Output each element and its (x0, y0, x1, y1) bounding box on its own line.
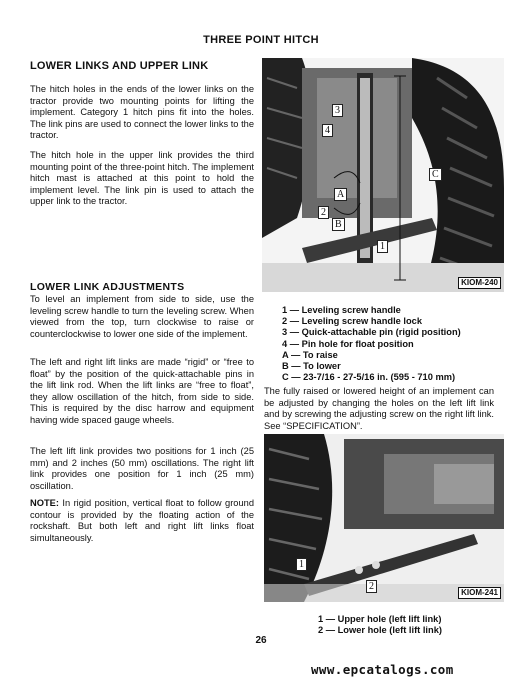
callout-lower-hole: 2 (366, 580, 377, 593)
figure-hitch-photo (262, 58, 504, 292)
note-label: NOTE: (30, 498, 59, 508)
legend-item: A — To raise (282, 349, 338, 360)
callout-1: 1 (377, 240, 388, 253)
callout-b: B (332, 218, 345, 231)
note-paragraph (30, 498, 254, 544)
legend-item: 1 — Leveling screw handle (282, 305, 401, 315)
section-heading-adjustments: LOWER LINK ADJUSTMENTS (30, 281, 185, 293)
note-text: In rigid position, vertical float to follow ground contour is provided by the floating action of the rockshaft. But both left and right lift links float simultaneously. (30, 498, 254, 543)
paragraph-leveling: To level an implement from side to side, use the leveling screw handle to turn the leveling screw. When viewed from the top, turn clockwise to raise or counterclockwise to lower one side of the implement. (30, 294, 254, 339)
paragraph-height-adjust: The fully raised or lowered height of an implement can be adjusted by changing the holes on the left lift link and by screwing the adjusting screw on the right lift link. See “SPECIFICATION”. (264, 386, 494, 431)
paragraph-lower-links: The hitch holes in the ends of the lower links on the tractor provide two mounting points for lifting the implement. Category 1 hitch pins fit into the holes. The link pins are used to connect the lower links to the tractor. (30, 84, 254, 141)
legend-item: 4 — Pin hole for float position (282, 338, 414, 349)
figure-code: KIOM-240 (458, 277, 501, 289)
watermark-url: www.epcatalogs.com (311, 662, 454, 677)
paragraph-rigid-float: The left and right lift links are made “rigid” or “free to float” by the position of the quick-attachable pins in the lift link rod. When the lift links are “free to float”, they allow oscillation of the hitch, from side to side. This is required by the disc harrow and equipment having wide spaced gauge wheels. (30, 357, 254, 425)
figure2-legend (318, 614, 442, 636)
legend-item: 1 — Upper hole (left lift link) (318, 614, 442, 624)
figure-code: KIOM-241 (458, 587, 501, 599)
callout-3: 3 (332, 104, 343, 117)
legend-item: 2 — Lower hole (left lift link) (318, 625, 442, 636)
hitch-photo-graphic (262, 58, 504, 292)
paragraph-oscillation: The left lift link provides two positions for 1 inch (25 mm) and 2 inches (50 mm) oscillations. The right lift link provides one position for 1 inch (25 mm) oscillation. (30, 446, 254, 491)
legend-item: 3 — Quick-attachable pin (rigid position) (282, 327, 461, 338)
callout-upper-hole: 1 (296, 558, 307, 571)
legend-item: C — 23-7/16 - 27-5/16 in. (595 - 710 mm) (282, 372, 456, 383)
figure-lift-link-photo (264, 434, 504, 602)
callout-a: A (334, 188, 347, 201)
callout-c: C (429, 168, 442, 181)
legend-item: 2 — Leveling screw handle lock (282, 316, 423, 327)
figure1-legend (282, 305, 502, 383)
callout-2: 2 (318, 206, 329, 219)
callout-4: 4 (322, 124, 333, 137)
paragraph-upper-link: The hitch hole in the upper link provides the third mounting point of the three-point hitch. The implement hitch mast is attached at this point to hold the implement level. The link pin is used to attach the upper link to the tractor. (30, 150, 254, 207)
lift-link-photo-graphic (264, 434, 504, 602)
page-title: THREE POINT HITCH (203, 34, 319, 46)
legend-item: B — To lower (282, 361, 341, 372)
page-number: 26 (255, 635, 267, 646)
section-heading-links: LOWER LINKS AND UPPER LINK (30, 60, 209, 72)
